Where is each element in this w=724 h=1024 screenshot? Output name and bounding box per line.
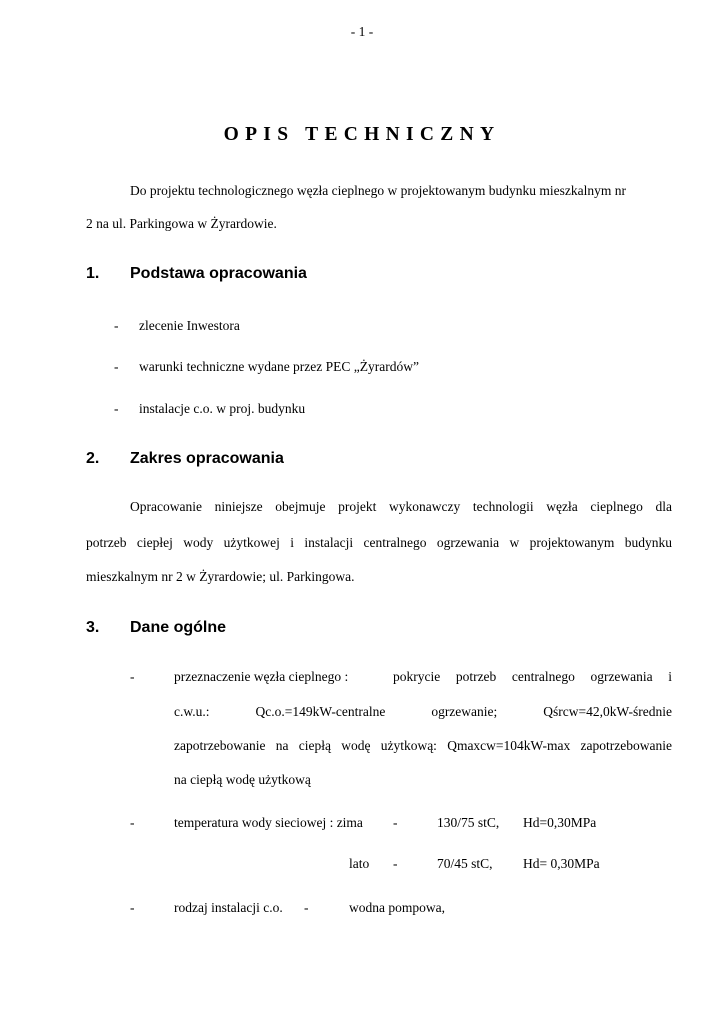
summer-label: lato	[349, 856, 370, 871]
section-2-title: Zakres opracowania	[130, 450, 284, 467]
section-1-number: 1.	[86, 265, 100, 282]
intro-line-1: Do projektu technologicznego węzła cieplnego w projektowanym budynku mieszkalnym nr	[130, 183, 626, 198]
section-2-number: 2.	[86, 450, 100, 467]
bullet-dash: -	[130, 900, 135, 915]
bullet-dash: -	[114, 318, 119, 333]
summer-pressure: Hd= 0,30MPa	[523, 856, 600, 871]
paragraph-line: Opracowanie niniejsze obejmuje projekt wykonawczy technologii węzła cieplnego dla	[130, 499, 672, 514]
bullet-dash: -	[114, 359, 119, 374]
section-1-title: Podstawa opracowania	[130, 265, 307, 282]
bullet-dash: -	[130, 815, 135, 830]
value-separator: -	[393, 856, 398, 871]
value-separator: -	[304, 900, 309, 915]
section-3-title: Dane ogólne	[130, 619, 227, 636]
document-title: OPIS TECHNICZNY	[223, 124, 501, 145]
item-text-line: pokrycie potrzeb centralnego ogrzewania i	[393, 669, 672, 684]
bullet-dash: -	[114, 401, 119, 416]
winter-pressure: Hd=0,30MPa	[523, 815, 597, 830]
bullet-dash: -	[130, 669, 135, 684]
section-3-number: 3.	[86, 619, 100, 636]
intro-line-2: 2 na ul. Parkingowa w Żyrardowie.	[86, 216, 277, 231]
summer-temperature: 70/45 stC,	[437, 856, 493, 871]
bullet-text: instalacje c.o. w proj. budynku	[139, 401, 306, 416]
item-label: przeznaczenie węzła cieplnego :	[174, 669, 349, 684]
page-number: - 1 -	[350, 24, 374, 39]
installation-type: wodna pompowa,	[349, 900, 445, 915]
item-label: temperatura wody sieciowej : zima	[174, 815, 363, 830]
paragraph-line: mieszkalnym nr 2 w Żyrardowie; ul. Parkingowa.	[86, 569, 355, 584]
item-text-line: c.w.u.: Qc.o.=149kW-centralne ogrzewanie; Qśrcw=42,0kW-średnie	[174, 704, 672, 719]
bullet-text: zlecenie Inwestora	[139, 318, 240, 333]
item-label: rodzaj instalacji c.o.	[174, 900, 283, 915]
winter-temperature: 130/75 stC,	[437, 815, 500, 830]
item-text-line: na ciepłą wodę użytkową	[174, 772, 311, 787]
paragraph-line: potrzeb ciepłej wody użytkowej i instalacji centralnego ogrzewania w projektowanym budynku	[86, 535, 672, 550]
item-text-line: zapotrzebowanie na ciepłą wodę użytkową: Qmaxcw=104kW-max zapotrzebowanie	[174, 738, 672, 753]
bullet-text: warunki techniczne wydane przez PEC „Żyrardów”	[139, 359, 419, 374]
value-separator: -	[393, 815, 398, 830]
